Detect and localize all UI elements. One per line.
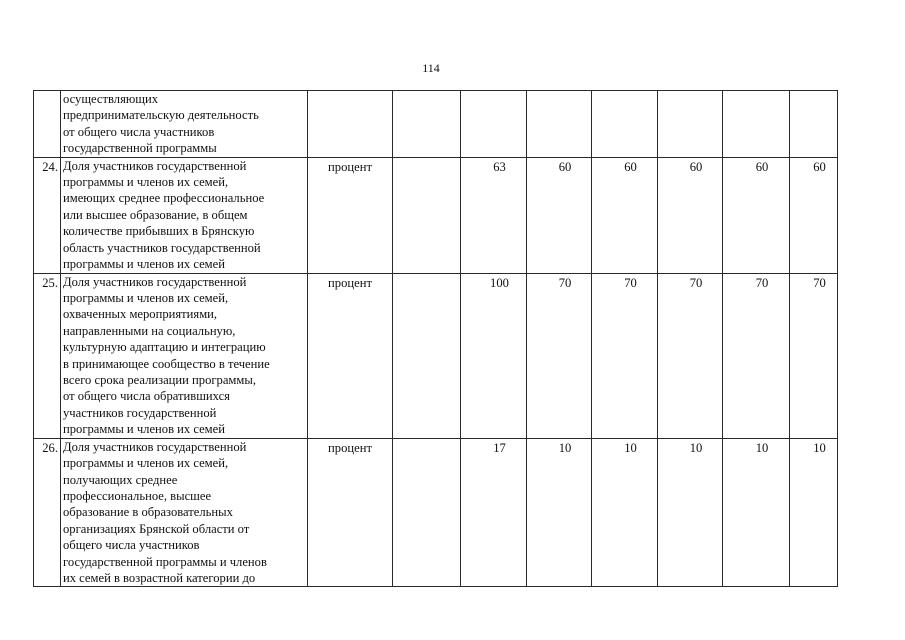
row-number: 25. <box>34 273 61 438</box>
row-number: 24. <box>34 157 61 273</box>
unit-cell: процент <box>308 157 393 273</box>
value-cell <box>658 91 723 158</box>
value-cell: 60 <box>527 157 592 273</box>
indicators-table <box>33 90 838 587</box>
value-cell: 70 <box>790 273 838 438</box>
table-row <box>34 91 838 158</box>
value-cell: 10 <box>658 438 723 587</box>
value-cell <box>790 91 838 158</box>
unit-cell: процент <box>308 438 393 587</box>
value-cell: 10 <box>723 438 790 587</box>
value-cell <box>461 91 527 158</box>
value-cell <box>393 157 461 273</box>
indicator-description: Доля участников государственной программы и членов их семей, получающих среднее профессиональное, высшее образование в образовательных организациях Брянской области от общего числа участников государственной программы и членов их семей в возрастной категории до <box>61 438 308 587</box>
value-cell: 60 <box>658 157 723 273</box>
indicator-description: Доля участников государственной программы и членов их семей, имеющих среднее профессиональное или высшее образование, в общем количестве прибывших в Брянскую область участников государственной программы и членов их семей <box>61 157 308 273</box>
value-cell <box>527 91 592 158</box>
value-cell: 100 <box>461 273 527 438</box>
value-cell: 10 <box>790 438 838 587</box>
value-cell: 10 <box>527 438 592 587</box>
value-cell: 17 <box>461 438 527 587</box>
value-cell: 63 <box>461 157 527 273</box>
indicator-description: осуществляющих предпринимательскую деятельность от общего числа участников государственной программы <box>61 91 308 158</box>
value-cell <box>393 438 461 587</box>
page-number: 114 <box>422 61 440 75</box>
value-cell <box>393 273 461 438</box>
value-cell: 10 <box>592 438 658 587</box>
unit-cell: процент <box>308 273 393 438</box>
value-cell: 70 <box>592 273 658 438</box>
table-row <box>34 157 838 273</box>
unit-cell <box>308 91 393 158</box>
value-cell: 60 <box>592 157 658 273</box>
value-cell <box>393 91 461 158</box>
value-cell: 70 <box>723 273 790 438</box>
indicator-description: Доля участников государственной программы и членов их семей, охваченных мероприятиями, направленными на социальную, культурную адаптацию и интеграцию в принимающее сообщество в течение всего срока реализации программы, от общего числа обратившихся участников государственной программы и членов их семей <box>61 273 308 438</box>
row-number: 26. <box>34 438 61 587</box>
value-cell: 60 <box>790 157 838 273</box>
value-cell <box>723 91 790 158</box>
row-number <box>34 91 61 158</box>
value-cell: 70 <box>527 273 592 438</box>
table-row <box>34 438 838 587</box>
value-cell: 60 <box>723 157 790 273</box>
value-cell: 70 <box>658 273 723 438</box>
value-cell <box>592 91 658 158</box>
table-row <box>34 273 838 438</box>
